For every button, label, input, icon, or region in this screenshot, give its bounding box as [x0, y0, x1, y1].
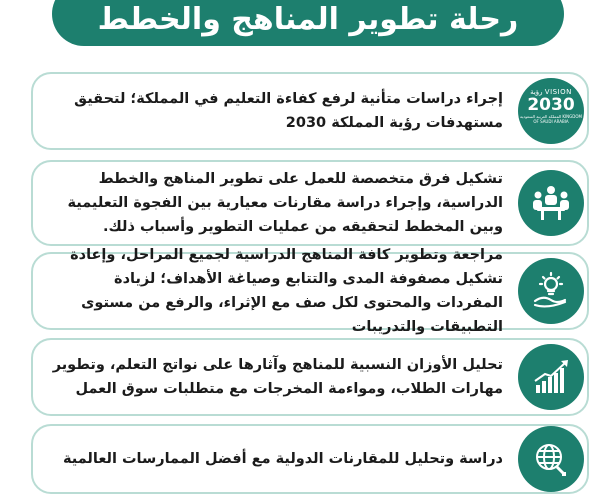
item-text: تشكيل فرق متخصصة للعمل على تطوير المناهج والخطط الدراسية، وإجراء دراسة مقارنات معيارية بين الفجوة التعليمية وبين المخطط لتحقيقه من عمليات التطوير وأسباب ذلك. [67, 171, 503, 235]
item-text: تحليل الأوزان النسبية للمناهج وآثارها على نواتج التعلم، وتطوير مهارات الطلاب، ومواءمة المخرجات مع متطلبات سوق العمل [52, 357, 503, 397]
list-item [31, 160, 589, 246]
item-text: دراسة وتحليل للمقارنات الدولية مع أفضل الممارسات العالمية [63, 451, 503, 467]
item-text: إجراء دراسات متأنية لرفع كفاءة التعليم في المملكة؛ لتحقيق مستهدفات رؤية المملكة 2030 [74, 91, 503, 131]
vision-logo-sub: المملكة العربية السعودية KINGDOM OF SAUDI ARABIA [520, 114, 582, 124]
item-text: مراجعة وتطوير كافة المناهج الدراسية لجميع المراحل، وإعادة تشكيل مصفوفة المدى والتتابع وصياغة الأهداف؛ لزيادة المفردات والمحتوى لكل صف مع الإثراء، والرفع من مستوى التطبيقات والتدريبات [70, 247, 503, 335]
lightbulb-hand-icon [518, 258, 584, 324]
list-item [31, 424, 589, 494]
vision-2030-logo [518, 78, 584, 144]
globe-arrows-icon [518, 426, 584, 492]
growth-chart-icon [518, 344, 584, 410]
vision-logo-year: 2030 [527, 95, 575, 115]
page-title-text: رحلة تطوير المناهج والخطط [97, 2, 519, 37]
page-title [52, 0, 564, 46]
team-meeting-icon [518, 170, 584, 236]
list-item [31, 72, 589, 150]
list-item [31, 338, 589, 416]
list-item [31, 247, 589, 335]
vision-logo-top: رؤية VISION [530, 88, 572, 96]
